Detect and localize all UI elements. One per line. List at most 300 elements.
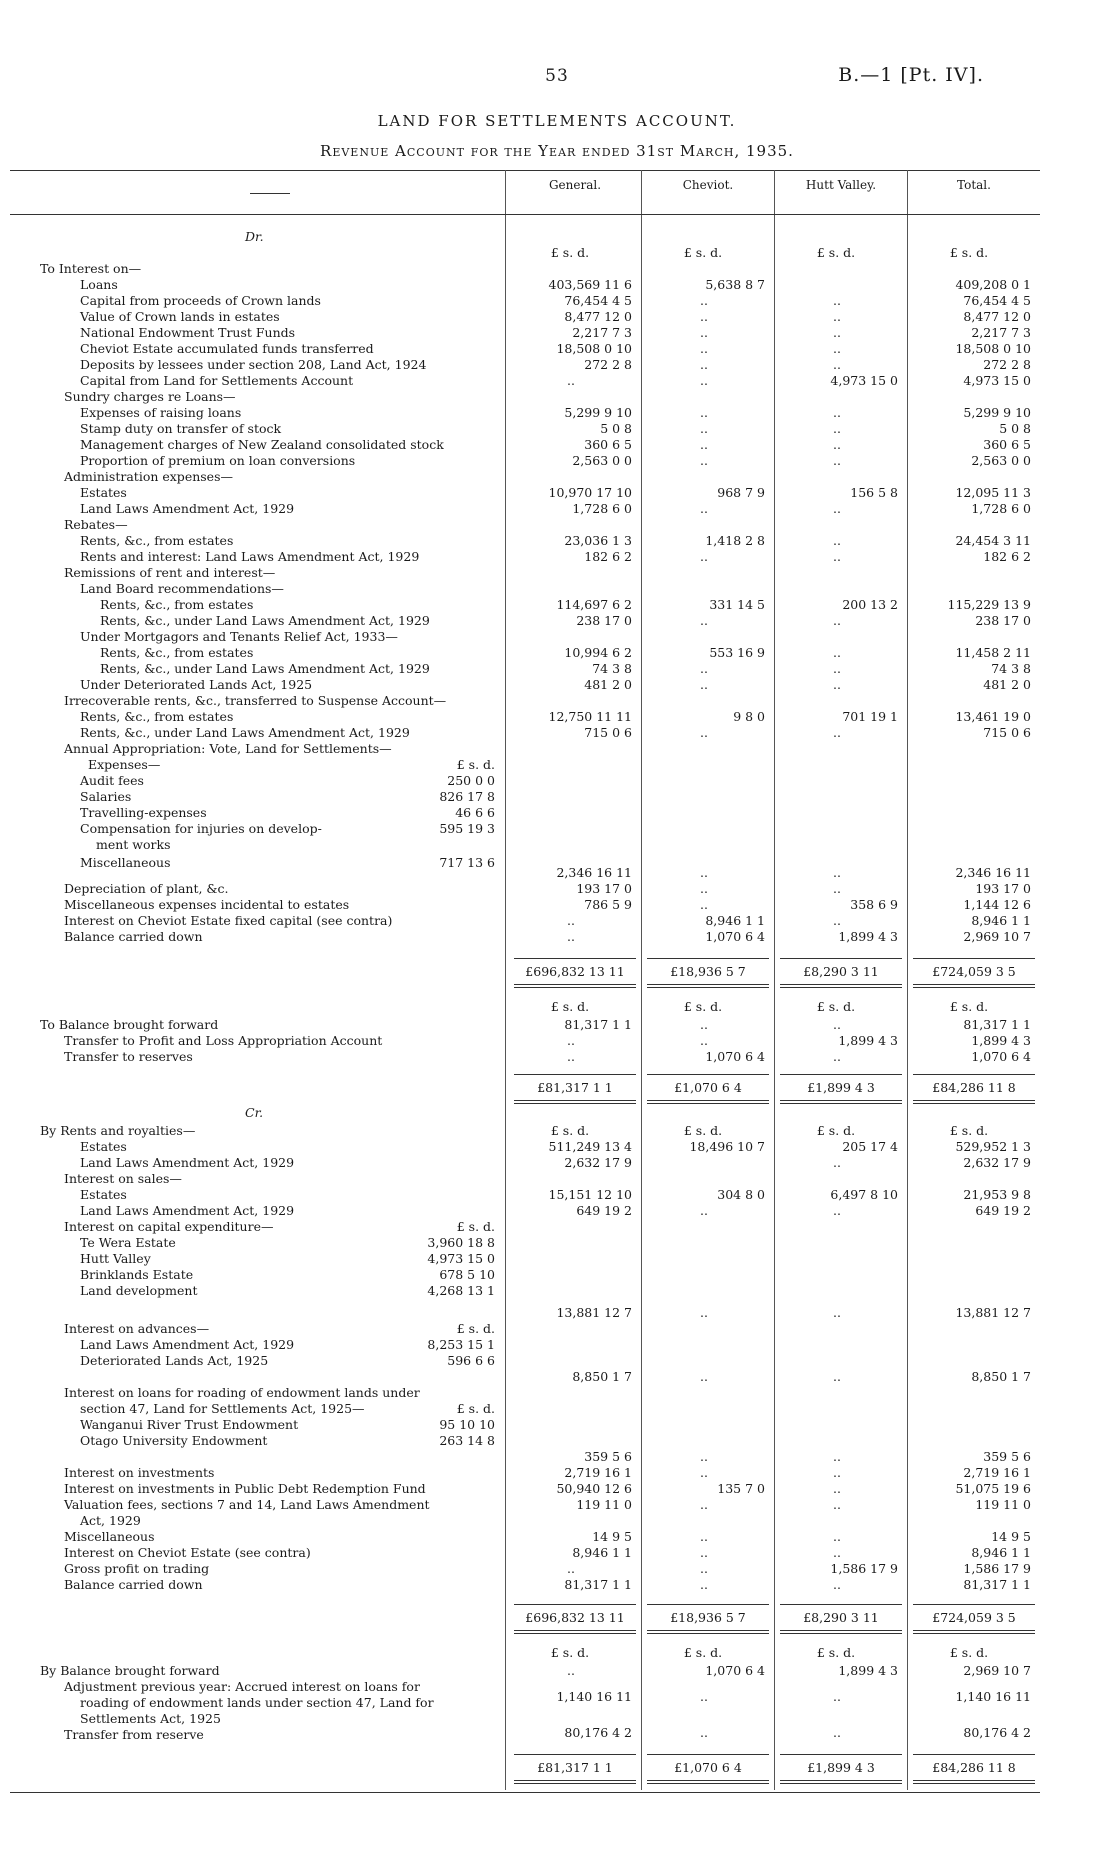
dr-row-label: ment works <box>96 837 171 852</box>
dr-amount: 481 2 0 <box>983 677 1031 692</box>
dr-sub-lsd: £ s. d. <box>456 757 495 772</box>
dr-amount: 18,508 0 10 <box>556 341 632 356</box>
cr2-total-rule-bottom <box>647 1780 769 1781</box>
dr-amount: 10,994 6 2 <box>564 645 632 660</box>
cr-amount: 6,497 8 10 <box>830 1187 898 1202</box>
dr-row-label: Capital from Land for Settlements Account <box>80 373 354 388</box>
cr-sub-amount: 95 10 10 <box>439 1417 495 1432</box>
dr-lsd-header: £ s. d. <box>816 245 856 260</box>
cr2-total-rule-top <box>780 1754 902 1755</box>
dr-row-label: Cheviot Estate accumulated funds transferred <box>80 341 374 356</box>
cr2-total-rule-bottom <box>780 1780 902 1781</box>
cr-row-label: Interest on loans for roading of endowment lands under <box>64 1385 420 1400</box>
cr-amount: .. <box>833 1481 841 1496</box>
cr-total: £724,059 3 5 <box>932 1610 1016 1625</box>
cr-row-label: Deteriorated Lands Act, 1925 <box>80 1353 269 1368</box>
dr-amount: 4,973 15 0 <box>830 373 898 388</box>
cr-amount: 14 9 5 <box>991 1529 1031 1544</box>
dr-amount: .. <box>833 725 841 740</box>
dr-amount: 2,563 0 0 <box>572 453 632 468</box>
cr2-total-rule-top <box>913 1754 1035 1755</box>
dr-amount: .. <box>700 373 708 388</box>
dr-amount: 74 3 8 <box>592 661 632 676</box>
dr-amount: 786 5 9 <box>584 897 632 912</box>
dr-amount: 272 2 8 <box>584 357 632 372</box>
cr-row-label: Interest on Cheviot Estate (see contra) <box>64 1545 311 1560</box>
cr-amount: 649 19 2 <box>576 1203 632 1218</box>
dr-total-rule-bottom <box>647 984 769 985</box>
cr2-amount: 80,176 4 2 <box>963 1725 1031 1740</box>
cr2-lsd-header: £ s. d. <box>550 1645 590 1660</box>
dr-total-rule-bottom <box>913 984 1035 985</box>
bottom-rule <box>10 1792 1040 1793</box>
dr-amount: 1,144 12 6 <box>963 897 1031 912</box>
dr-amount: 76,454 4 5 <box>564 293 632 308</box>
cr-total-rule-bottom <box>913 1630 1035 1631</box>
dr-amount: 238 17 0 <box>975 613 1031 628</box>
dr-row-label: Administration expenses— <box>64 469 233 484</box>
dr-row-label: Balance carried down <box>64 929 203 944</box>
cr-amount: 18,496 10 7 <box>689 1139 765 1154</box>
dr-amount: 238 17 0 <box>576 613 632 628</box>
dr-row-label: Compensation for injuries on develop- <box>80 821 322 836</box>
cr2-amount: 1,899 4 3 <box>838 1663 898 1678</box>
dr-total-rule-bottom-double <box>647 987 769 988</box>
cr-total: £18,936 5 7 <box>670 1610 746 1625</box>
dr-amount: 193 17 0 <box>576 881 632 896</box>
dr-amount: 1,899 4 3 <box>838 929 898 944</box>
cr-amount: .. <box>833 1497 841 1512</box>
dr-total: £8,290 3 11 <box>803 964 879 979</box>
dr-amount: 10,970 17 10 <box>548 485 632 500</box>
column-header-cheviot: Cheviot. <box>682 178 734 192</box>
dr-amount: .. <box>700 501 708 516</box>
dr-amount: 1,070 6 4 <box>705 929 765 944</box>
dr2-total-rule-top <box>913 1074 1035 1075</box>
dr-amount: .. <box>567 373 575 388</box>
dr-amount: 11,458 2 11 <box>955 645 1031 660</box>
cr-row-label: Gross profit on trading <box>64 1561 210 1576</box>
cr-row-label: Valuation fees, sections 7 and 14, Land Laws Amendment <box>64 1497 430 1512</box>
dr-amount: 2,346 16 11 <box>955 865 1031 880</box>
dr2-total-rule-bottom <box>913 1100 1035 1101</box>
dr2-total-rule-bottom-double <box>514 1103 636 1104</box>
dr-sub-amount: 250 0 0 <box>447 773 495 788</box>
dr-amount: 4,973 15 0 <box>963 373 1031 388</box>
cr-amount: 50,940 12 6 <box>556 1481 632 1496</box>
cr-amount: 51,075 19 6 <box>955 1481 1031 1496</box>
dr-row-label: Loans <box>80 277 118 292</box>
dr-heading: Dr. <box>245 229 264 244</box>
document-reference: B.—1 [Pt. IV]. <box>838 64 984 86</box>
dr-amount: .. <box>700 549 708 564</box>
cr-lsd-header: £ s. d. <box>949 1123 989 1138</box>
dr-row-label: Capital from proceeds of Crown lands <box>80 293 321 308</box>
cr-row-label: Land development <box>80 1283 198 1298</box>
column-header-general: General. <box>548 178 602 192</box>
dr-amount: 9 8 0 <box>733 709 765 724</box>
dr2-amount: .. <box>833 1049 841 1064</box>
dr-sub-amount: 826 17 8 <box>439 789 495 804</box>
dr-row-label: National Endowment Trust Funds <box>80 325 296 340</box>
dr-amount: .. <box>833 405 841 420</box>
dr-amount: .. <box>700 897 708 912</box>
dr-row-label: Land Board recommendations— <box>80 581 284 596</box>
cr-sub-lsd: £ s. d. <box>456 1219 495 1234</box>
cr-amount: 8,946 1 1 <box>572 1545 632 1560</box>
cr-amount: .. <box>700 1577 708 1592</box>
dr-amount: 1,728 6 0 <box>971 501 1031 516</box>
dr-amount: 968 7 9 <box>717 485 765 500</box>
dr-amount: 409,208 0 1 <box>955 277 1031 292</box>
dr-amount: 2,969 10 7 <box>963 929 1031 944</box>
cr-amount: 81,317 1 1 <box>963 1577 1031 1592</box>
dr-amount: .. <box>833 309 841 324</box>
dr-lsd-header: £ s. d. <box>949 245 989 260</box>
dr-amount: 272 2 8 <box>983 357 1031 372</box>
dr-row-label: Rents, &c., from estates <box>80 533 234 548</box>
cr-amount: .. <box>833 1545 841 1560</box>
cr-amount: 2,719 16 1 <box>564 1465 632 1480</box>
cr2-amount: 1,140 16 11 <box>556 1689 632 1704</box>
dr-amount: .. <box>700 325 708 340</box>
dr-row-label: Rents, &c., from estates <box>80 709 234 724</box>
cr2-amount: .. <box>700 1725 708 1740</box>
dr-row-label: Audit fees <box>80 773 144 788</box>
cr-row-label: Balance carried down <box>64 1577 203 1592</box>
dr-row-label: Expenses of raising loans <box>80 405 242 420</box>
cr-amount: .. <box>833 1529 841 1544</box>
cr-amount: 511,249 13 4 <box>548 1139 632 1154</box>
cr2-row-label: Transfer from reserve <box>64 1727 204 1742</box>
cr-sub-amount: 263 14 8 <box>439 1433 495 1448</box>
page-title: LAND FOR SETTLEMENTS ACCOUNT. <box>377 112 737 130</box>
dr-sub-amount: 46 6 6 <box>455 805 495 820</box>
cr-lsd-header: £ s. d. <box>816 1123 856 1138</box>
cr-lsd-header: £ s. d. <box>683 1123 723 1138</box>
dr-amount: 156 5 8 <box>850 485 898 500</box>
cr-total-rule-bottom <box>780 1630 902 1631</box>
dr-amount: .. <box>833 501 841 516</box>
dr-amount: .. <box>700 357 708 372</box>
column-header-total: Total. <box>957 178 991 192</box>
cr-amount: .. <box>833 1465 841 1480</box>
dr-amount: 12,095 11 3 <box>955 485 1031 500</box>
dr-row-label: Under Mortgagors and Tenants Relief Act, 1933— <box>80 629 398 644</box>
dr-row-label: Value of Crown lands in estates <box>80 309 280 324</box>
dr2-lsd-header: £ s. d. <box>816 999 856 1014</box>
cr-total-rule-bottom <box>647 1630 769 1631</box>
dr-total-rule-top <box>780 958 902 959</box>
dr-amount: 5 0 8 <box>600 421 632 436</box>
dr-amount: .. <box>833 341 841 356</box>
dr-amount: 701 19 1 <box>842 709 898 724</box>
cr2-row-label: Adjustment previous year: Accrued interest on loans for <box>64 1679 420 1694</box>
dr-row-label: Expenses— <box>88 757 161 772</box>
cr-row-label: Estates <box>80 1139 127 1154</box>
dr-sub-amount: 717 13 6 <box>439 855 495 870</box>
dr2-lsd-header: £ s. d. <box>550 999 590 1014</box>
dr-amount: .. <box>833 533 841 548</box>
cr2-lsd-header: £ s. d. <box>683 1645 723 1660</box>
cr-row-label: Wanganui River Trust Endowment <box>80 1417 299 1432</box>
cr-sub-amount: 3,960 18 8 <box>427 1235 495 1250</box>
dr-total-rule-top <box>514 958 636 959</box>
dr-row-label: Stamp duty on transfer of stock <box>80 421 282 436</box>
cr-amount: 8,946 1 1 <box>971 1545 1031 1560</box>
dr-amount: 5,638 8 7 <box>705 277 765 292</box>
cr-total-rule-bottom-double <box>780 1633 902 1634</box>
cr-amount: .. <box>700 1497 708 1512</box>
cr-sub-lsd: £ s. d. <box>456 1401 495 1416</box>
cr2-lsd-header: £ s. d. <box>949 1645 989 1660</box>
cr-row-label: Land Laws Amendment Act, 1929 <box>80 1337 295 1352</box>
dr-amount: .. <box>833 325 841 340</box>
dr-amount: 5,299 9 10 <box>564 405 632 420</box>
cr-row-label: Land Laws Amendment Act, 1929 <box>80 1203 295 1218</box>
cr-amount: 119 11 0 <box>975 1497 1031 1512</box>
dr-amount: 8,477 12 0 <box>963 309 1031 324</box>
dr-row-label: Proportion of premium on loan conversions <box>80 453 356 468</box>
column-header-hutt-valley: Hutt Valley. <box>805 178 877 192</box>
dr-row-label: Depreciation of plant, &c. <box>64 881 229 896</box>
dr-amount: 76,454 4 5 <box>963 293 1031 308</box>
cr2-amount: .. <box>833 1725 841 1740</box>
cr-amount: .. <box>700 1529 708 1544</box>
dr2-row-label: To Balance brought forward <box>40 1017 219 1032</box>
dr-amount: .. <box>833 881 841 896</box>
dr2-amount: .. <box>567 1033 575 1048</box>
dr-amount: .. <box>833 677 841 692</box>
column-header-rule <box>10 214 1040 215</box>
dr-amount: 360 6 5 <box>983 437 1031 452</box>
cr-sub-amount: 596 6 6 <box>447 1353 495 1368</box>
dr-amount: 715 0 6 <box>983 725 1031 740</box>
cr-amount: 21,953 9 8 <box>963 1187 1031 1202</box>
cr2-row-label: roading of endowment lands under section 47, Land for <box>80 1695 434 1710</box>
cr-amount: 1,586 17 9 <box>963 1561 1031 1576</box>
dr-total-rule-bottom <box>780 984 902 985</box>
dr2-amount: .. <box>700 1033 708 1048</box>
dr-row-label: Under Deteriorated Lands Act, 1925 <box>80 677 313 692</box>
dr2-amount: 1,899 4 3 <box>971 1033 1031 1048</box>
dr-total-rule-bottom <box>514 984 636 985</box>
cr-total-rule-top <box>514 1604 636 1605</box>
dr-total-rule-bottom-double <box>514 987 636 988</box>
cr2-lsd-header: £ s. d. <box>816 1645 856 1660</box>
cr-amount: 13,881 12 7 <box>955 1305 1031 1320</box>
dr-row-label: Interest on Cheviot Estate fixed capital (see contra) <box>64 913 393 928</box>
cr-amount: 13,881 12 7 <box>556 1305 632 1320</box>
dr-row-label: Annual Appropriation: Vote, Land for Settlements— <box>64 741 392 756</box>
dr2-total-rule-top <box>647 1074 769 1075</box>
cr-row-label: section 47, Land for Settlements Act, 1925— <box>80 1401 365 1416</box>
dr2-total-rule-bottom-double <box>647 1103 769 1104</box>
dr-total-rule-bottom-double <box>913 987 1035 988</box>
dr-row-label: Rents, &c., from estates <box>100 597 254 612</box>
cr2-amount: 80,176 4 2 <box>564 1725 632 1740</box>
dr-amount: 553 16 9 <box>709 645 765 660</box>
cr-total-rule-top <box>647 1604 769 1605</box>
cr-amount: 1,586 17 9 <box>830 1561 898 1576</box>
dr-amount: .. <box>700 421 708 436</box>
dr-amount: .. <box>700 453 708 468</box>
dr-amount: .. <box>833 437 841 452</box>
cr-row-label: Te Wera Estate <box>80 1235 176 1250</box>
cr-row-label: Interest on sales— <box>64 1171 182 1186</box>
dr-amount: .. <box>833 913 841 928</box>
cr2-amount: .. <box>567 1663 575 1678</box>
dr-amount: 182 6 2 <box>584 549 632 564</box>
column-divider <box>641 170 642 1790</box>
dr-amount: 8,946 1 1 <box>971 913 1031 928</box>
cr-heading: Cr. <box>245 1105 264 1120</box>
cr-amount: .. <box>700 1449 708 1464</box>
cr-amount: 81,317 1 1 <box>564 1577 632 1592</box>
column-divider <box>505 170 506 1790</box>
dr2-total-rule-bottom-double <box>780 1103 902 1104</box>
dr-amount: .. <box>700 405 708 420</box>
dr-amount: .. <box>833 421 841 436</box>
cr-amount: 649 19 2 <box>975 1203 1031 1218</box>
cr-row-label: Brinklands Estate <box>80 1267 194 1282</box>
dr-amount: 200 13 2 <box>842 597 898 612</box>
dr-row-label: Deposits by lessees under section 208, Land Act, 1924 <box>80 357 427 372</box>
cr-amount: .. <box>833 1155 841 1170</box>
cr2-total-rule-bottom-double <box>514 1783 636 1784</box>
dr-amount: .. <box>833 645 841 660</box>
header-rule-left <box>250 193 290 194</box>
dr-row-label: Salaries <box>80 789 132 804</box>
dr-amount: .. <box>833 549 841 564</box>
cr-sub-lsd: £ s. d. <box>456 1321 495 1336</box>
dr-row-label: Sundry charges re Loans— <box>64 389 236 404</box>
cr-amount: 359 5 6 <box>584 1449 632 1464</box>
dr-row-label: Rebates— <box>64 517 128 532</box>
dr-amount: 12,750 11 11 <box>548 709 632 724</box>
dr-amount: .. <box>833 293 841 308</box>
dr-amount: .. <box>833 865 841 880</box>
dr-total: £724,059 3 5 <box>932 964 1016 979</box>
dr-amount: .. <box>567 929 575 944</box>
cr-amount: .. <box>567 1561 575 1576</box>
dr2-total: £81,317 1 1 <box>537 1080 613 1095</box>
cr-amount: .. <box>833 1449 841 1464</box>
cr2-total-rule-top <box>647 1754 769 1755</box>
cr-total-rule-bottom-double <box>913 1633 1035 1634</box>
dr-amount: 360 6 5 <box>584 437 632 452</box>
dr-amount: .. <box>700 613 708 628</box>
dr-lsd-header: £ s. d. <box>550 245 590 260</box>
cr-lsd-header: £ s. d. <box>550 1123 590 1138</box>
cr2-total-rule-bottom-double <box>780 1783 902 1784</box>
dr-row-label: Miscellaneous expenses incidental to estates <box>64 897 350 912</box>
dr-amount: 1,418 2 8 <box>705 533 765 548</box>
cr2-amount: 1,070 6 4 <box>705 1663 765 1678</box>
dr-amount: 2,217 7 3 <box>971 325 1031 340</box>
dr-row-label: Rents, &c., under Land Laws Amendment Act, 1929 <box>100 661 430 676</box>
cr2-row-label: By Balance brought forward <box>40 1663 220 1678</box>
dr-amount: .. <box>700 881 708 896</box>
cr2-row-label: Settlements Act, 1925 <box>80 1711 221 1726</box>
cr-amount: .. <box>700 1465 708 1480</box>
cr-row-label: By Rents and royalties— <box>40 1123 196 1138</box>
cr-amount: .. <box>700 1305 708 1320</box>
dr-amount: 18,508 0 10 <box>955 341 1031 356</box>
dr2-row-label: Transfer to Profit and Loss Appropriation Account <box>64 1033 383 1048</box>
dr2-lsd-header: £ s. d. <box>683 999 723 1014</box>
dr2-total-rule-bottom-double <box>913 1103 1035 1104</box>
cr-row-label: Act, 1929 <box>80 1513 141 1528</box>
dr2-amount: .. <box>700 1017 708 1032</box>
cr-row-label: Interest on investments in Public Debt Redemption Fund <box>64 1481 426 1496</box>
cr-amount: 2,719 16 1 <box>963 1465 1031 1480</box>
dr2-lsd-header: £ s. d. <box>949 999 989 1014</box>
dr-amount: .. <box>700 661 708 676</box>
cr-amount: 119 11 0 <box>576 1497 632 1512</box>
cr-total-rule-bottom-double <box>514 1633 636 1634</box>
dr-amount: .. <box>700 677 708 692</box>
dr-total-rule-top <box>647 958 769 959</box>
cr2-total: £1,070 6 4 <box>674 1760 742 1775</box>
dr-amount: .. <box>700 309 708 324</box>
cr-amount: 205 17 4 <box>842 1139 898 1154</box>
dr-amount: .. <box>700 437 708 452</box>
dr-total: £696,832 13 11 <box>525 964 625 979</box>
cr2-total-rule-bottom-double <box>913 1783 1035 1784</box>
dr2-amount: .. <box>567 1049 575 1064</box>
cr2-amount: 2,969 10 7 <box>963 1663 1031 1678</box>
cr-total-rule-top <box>913 1604 1035 1605</box>
dr2-amount: 81,317 1 1 <box>564 1017 632 1032</box>
cr-row-label: Land Laws Amendment Act, 1929 <box>80 1155 295 1170</box>
cr2-amount: 1,140 16 11 <box>955 1689 1031 1704</box>
dr-amount: 2,346 16 11 <box>556 865 632 880</box>
dr-row-label: Rents, &c., under Land Laws Amendment Act, 1929 <box>80 725 410 740</box>
dr2-amount: .. <box>833 1017 841 1032</box>
dr-amount: .. <box>833 357 841 372</box>
dr-amount: 193 17 0 <box>975 881 1031 896</box>
cr-total-rule-top <box>780 1604 902 1605</box>
cr-total: £8,290 3 11 <box>803 1610 879 1625</box>
cr2-total: £1,899 4 3 <box>807 1760 875 1775</box>
dr-total-rule-top <box>913 958 1035 959</box>
dr-row-label: Travelling-expenses <box>80 805 207 820</box>
dr-amount: 5 0 8 <box>999 421 1031 436</box>
dr-row-label: Rents and interest: Land Laws Amendment Act, 1929 <box>80 549 420 564</box>
dr2-total-rule-bottom <box>647 1100 769 1101</box>
cr-amount: .. <box>700 1545 708 1560</box>
dr-amount: .. <box>700 865 708 880</box>
dr2-row-label: Transfer to reserves <box>64 1049 193 1064</box>
cr-amount: .. <box>700 1203 708 1218</box>
cr-sub-amount: 8,253 15 1 <box>427 1337 495 1352</box>
cr2-total-rule-top <box>514 1754 636 1755</box>
cr-amount: .. <box>700 1561 708 1576</box>
dr-amount: 2,217 7 3 <box>572 325 632 340</box>
cr2-total-rule-bottom <box>514 1780 636 1781</box>
dr-amount: 403,569 11 6 <box>548 277 632 292</box>
dr-amount: 13,461 19 0 <box>955 709 1031 724</box>
dr-row-label: Irrecoverable rents, &c., transferred to Suspense Account— <box>64 693 447 708</box>
cr-row-label: Interest on investments <box>64 1465 215 1480</box>
dr-amount: 5,299 9 10 <box>963 405 1031 420</box>
dr2-amount: 1,899 4 3 <box>838 1033 898 1048</box>
dr2-total-rule-bottom <box>514 1100 636 1101</box>
cr-amount: 15,151 12 10 <box>548 1187 632 1202</box>
dr-row-label: Estates <box>80 485 127 500</box>
page-subtitle: Revenue Account for the Year ended 31st March, 1935. <box>320 142 794 160</box>
